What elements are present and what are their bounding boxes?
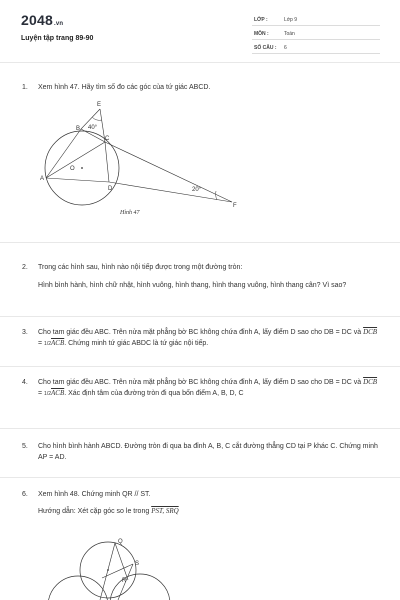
figure-48-diagram	[40, 530, 220, 600]
meta-row-subject	[252, 28, 380, 40]
fraction-half: 1/2	[44, 341, 51, 347]
question-text-options: Hình bình hành, hình chữ nhật, hình vuông, hình thang, hình thang vuông, hình thang cân? Vì sao?	[38, 282, 347, 289]
meta-value: 6	[284, 45, 287, 51]
label-F: F	[233, 203, 237, 209]
meta-key: LỚP :	[254, 17, 268, 23]
worksheet-title: Luyện tập trang 89-90	[21, 35, 94, 42]
divider	[0, 477, 400, 478]
question-text: Xem hình 48. Chứng minh QR // ST.	[38, 491, 151, 498]
meta-key: MÔN :	[254, 31, 269, 37]
divider	[0, 366, 400, 367]
fraction-half: 1/2	[44, 391, 51, 397]
label-R: R	[122, 578, 127, 584]
question-text	[38, 327, 380, 350]
meta-value: Toán	[284, 31, 295, 37]
equals-sign: =	[38, 340, 43, 347]
meta-row-grade	[252, 14, 380, 26]
label-angle-F: 20°	[192, 187, 202, 193]
label-Q: Q	[118, 539, 123, 545]
question-number: 3.	[22, 329, 28, 336]
label-A: A	[40, 176, 45, 182]
meta-value: Lớp 9	[284, 17, 298, 23]
question-text-c: . Chứng minh tứ giác ABDC là tứ giác nội tiếp.	[64, 340, 209, 347]
divider	[0, 242, 400, 243]
hint-text: Hướng dẫn: Xét cặp góc so le trong	[38, 508, 150, 515]
meta-row-count	[252, 42, 380, 54]
question-text: Trong các hình sau, hình nào nội tiếp được trong một đường tròn:	[38, 264, 243, 271]
angle-ACB: $\overline{ACB}$	[51, 389, 65, 397]
figure-47-diagram	[30, 98, 250, 223]
question-text-a: Cho tam giác đều ABC. Trên nửa mặt phẳng bờ BC không chứa đỉnh A, lấy điểm D sao cho DB = DC và	[38, 329, 362, 336]
brand-logo	[21, 12, 63, 28]
label-C: C	[105, 136, 110, 142]
meta-table	[252, 14, 380, 56]
question-text-c: . Xác định tâm của đường tròn đi qua bốn điểm A, B, D, C	[64, 390, 244, 397]
question-text-a: Cho tam giác đều ABC. Trên nửa mặt phẳng bờ BC không chứa đỉnh A, lấy điểm D sao cho DB = DC và	[38, 379, 362, 386]
label-B: B	[76, 126, 81, 132]
divider	[0, 62, 400, 63]
divider	[0, 428, 400, 429]
brand-name: 2048	[21, 12, 53, 28]
meta-key: SỐ CÂU :	[254, 45, 277, 51]
label-O: O	[70, 166, 75, 172]
angle-ACB: $\overline{ACB}$	[51, 339, 65, 347]
question-number: 1.	[22, 84, 28, 91]
question-text: Cho hình bình hành ABCD. Đường tròn đi qua ba đỉnh A, B, C cắt đường thẳng CD tại P khác C. Chứng minh AP = AD.	[38, 443, 378, 461]
label-S: S	[135, 561, 140, 567]
question-text: Xem hình 47. Hãy tìm số đo các góc của tứ giác ABCD.	[38, 84, 211, 91]
angle-DCB: $\overline{DCB}$	[363, 328, 378, 336]
question-number: 6.	[22, 491, 28, 498]
brand-suffix: .vn	[53, 21, 64, 27]
label-angle-E: 40°	[88, 125, 98, 131]
figure-47-caption: Hình 47	[120, 210, 140, 216]
question-text	[38, 377, 380, 400]
equals-sign: =	[38, 390, 43, 397]
divider	[0, 316, 400, 317]
question-number: 4.	[22, 379, 28, 386]
question-hint	[38, 506, 380, 517]
angle-DCB: $\overline{DCB}$	[363, 378, 378, 386]
question-number: 5.	[22, 443, 28, 450]
question-number: 2.	[22, 264, 28, 271]
label-D: D	[108, 186, 113, 192]
label-E: E	[97, 102, 102, 108]
hint-angles: PST, SRQ	[151, 507, 179, 515]
